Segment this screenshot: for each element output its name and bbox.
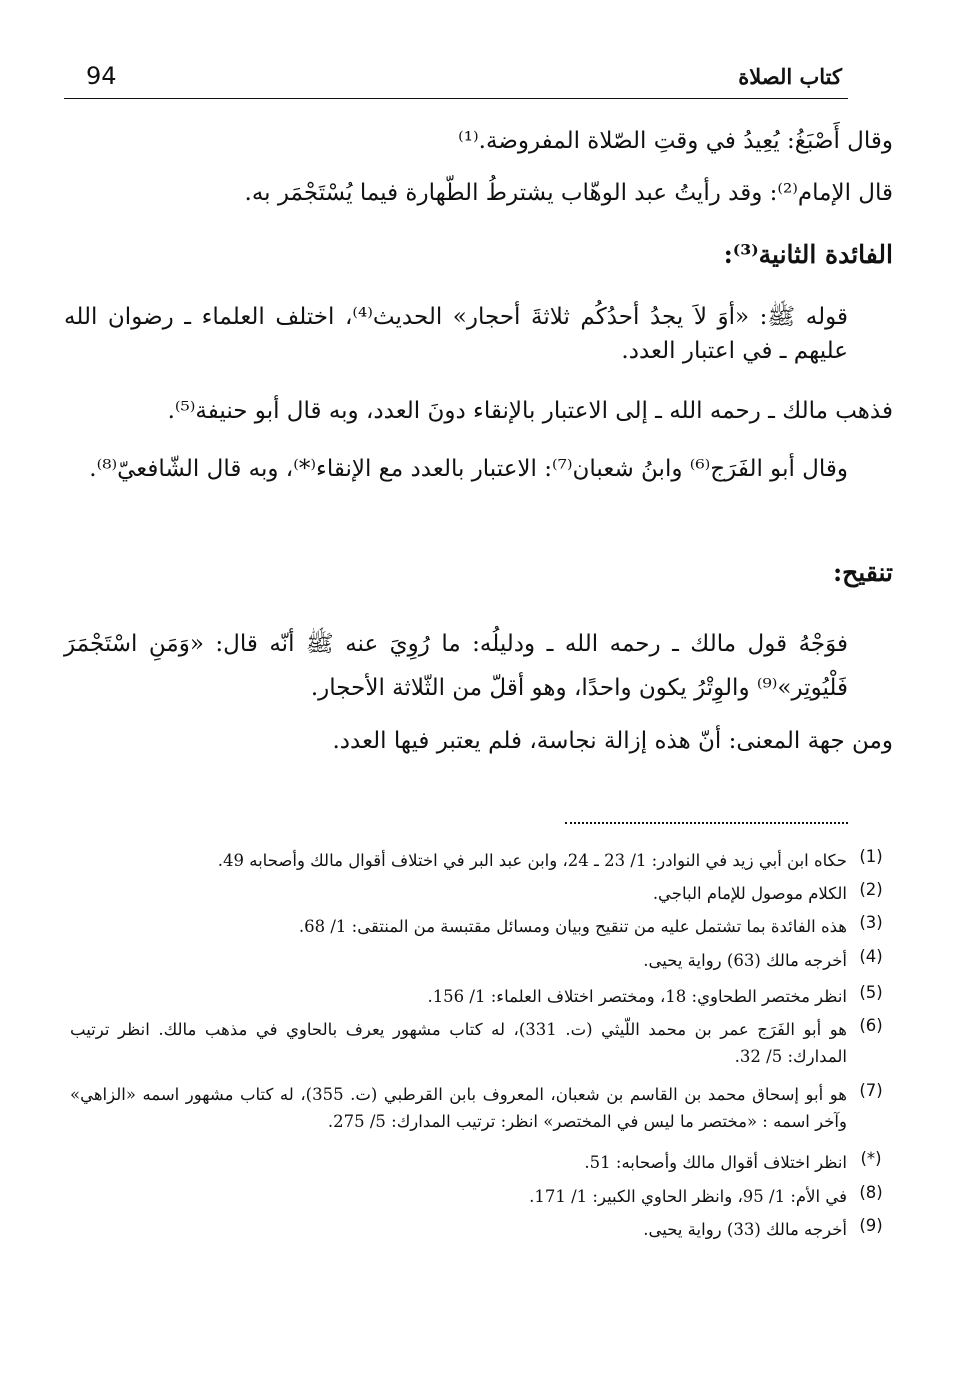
paragraph-imam: قال الإمام⁽²⁾: وقد رأيتُ عبد الوهّاب يشترطُ الطّهارة فيما يُسْتَجْمَر به. <box>244 180 893 206</box>
footnote-text: هو أبو إسحاق محمد بن القاسم بن شعبان، المعروف بابن القرطبي (ت. 355)، له كتاب مشهور اسمه «الزاهي» وآخر اسمه : «مختصر ما ليس في المختصر» انظر: ترتيب المدارك: 5/ 275. <box>70 1085 847 1131</box>
footnote-text: انظر مختصر الطحاوي: 18، ومختصر اختلاف العلماء: 1/ 156. <box>427 987 847 1006</box>
footnote-number: (3) <box>859 913 883 932</box>
footnote-number: (4) <box>859 947 883 966</box>
running-title: كتاب الصلاة <box>738 64 842 89</box>
footnote-separator <box>565 822 848 824</box>
footnote-text: هو أبو الفَرَج عمر بن محمد اللّيثي (ت. 331)، له كتاب مشهور يعرف بالحاوي في مذهب مالك. انظر ترتيب المدارك: 5/ 32. <box>70 1020 847 1066</box>
footnote-text: انظر اختلاف أقوال مالك وأصحابه: 51. <box>584 1153 847 1172</box>
footnote-number: (9) <box>859 1216 883 1235</box>
footnote-number: (*) <box>860 1149 882 1168</box>
footnote-text: حكاه ابن أبي زيد في النوادر: 1/ 23 ـ 24، وابن عبد البر في اختلاف أقوال مالك وأصحابه 49. <box>217 851 847 870</box>
footnote-text: الكلام موصول للإمام الباجي. <box>652 884 847 903</box>
footnote-number: (7) <box>859 1081 883 1100</box>
paragraph-abu-faraj: وقال أبو الفَرَج⁽⁶⁾ وابنُ شعبان⁽⁷⁾: الاعتبار بالعدد مع الإنقاء⁽*⁾، وبه قال الشّافعيّ⁽⁸⁾. <box>89 456 848 482</box>
footnote-number: (8) <box>859 1183 883 1202</box>
paragraph-malik: فذهب مالك ـ رحمه الله ـ إلى الاعتبار بالإنقاء دونَ العدد، وبه قال أبو حنيفة⁽⁵⁾. <box>167 398 893 424</box>
footnote-text: هذه الفائدة بما تشتمل عليه من تنقيح وبيان ومسائل مقتبسة من المنتقى: 1/ 68. <box>298 917 847 936</box>
footnote-number: (1) <box>859 847 883 866</box>
paragraph-asbagh: وقال أَصْبَغُ: يُعِيدُ في وقتِ الصّلاة المفروضة.⁽¹⁾ <box>458 128 893 154</box>
footnote-number: (2) <box>859 880 883 899</box>
footnote-text: أخرجه مالك (33) رواية يحيى. <box>643 1220 847 1239</box>
heading-tanqih: تنقيح: <box>832 558 893 587</box>
page-header <box>64 62 848 99</box>
paragraph-hadith: قوله ﷺ: «أوَ لاَ يجدُ أحدُكُم ثلاثةَ أحجار» الحديث⁽⁴⁾، اختلف العلماء ـ رضوان الله عليهم ـ في اعتبار العدد. <box>64 304 848 364</box>
footnote-number: (6) <box>859 1016 883 1035</box>
paragraph-meaning: ومن جهة المعنى: أنّ هذه إزالة نجاسة، فلم يعتبر فيها العدد. <box>332 728 893 754</box>
page-number: 94 <box>86 62 117 90</box>
footnote-text: في الأم: 1/ 95، وانظر الحاوي الكبير: 1/ 171. <box>529 1187 847 1206</box>
footnote-text: أخرجه مالك (63) رواية يحيى. <box>643 951 847 970</box>
footnote-number: (5) <box>859 983 883 1002</box>
paragraph-evidence: فوَجْهُ قول مالك ـ رحمه الله ـ ودليلُه: ما رُوِيَ عنه ﷺ أنّه قال: «وَمَنِ اسْتَجْمَرَ فَلْيُوتِر»⁽⁹⁾ والوِتْرُ يكون واحدًا، وهو أقلّ من الثّلاثة الأحجار. <box>64 631 848 701</box>
heading-second-benefit: الفائدة الثانية⁽³⁾: <box>723 240 893 269</box>
